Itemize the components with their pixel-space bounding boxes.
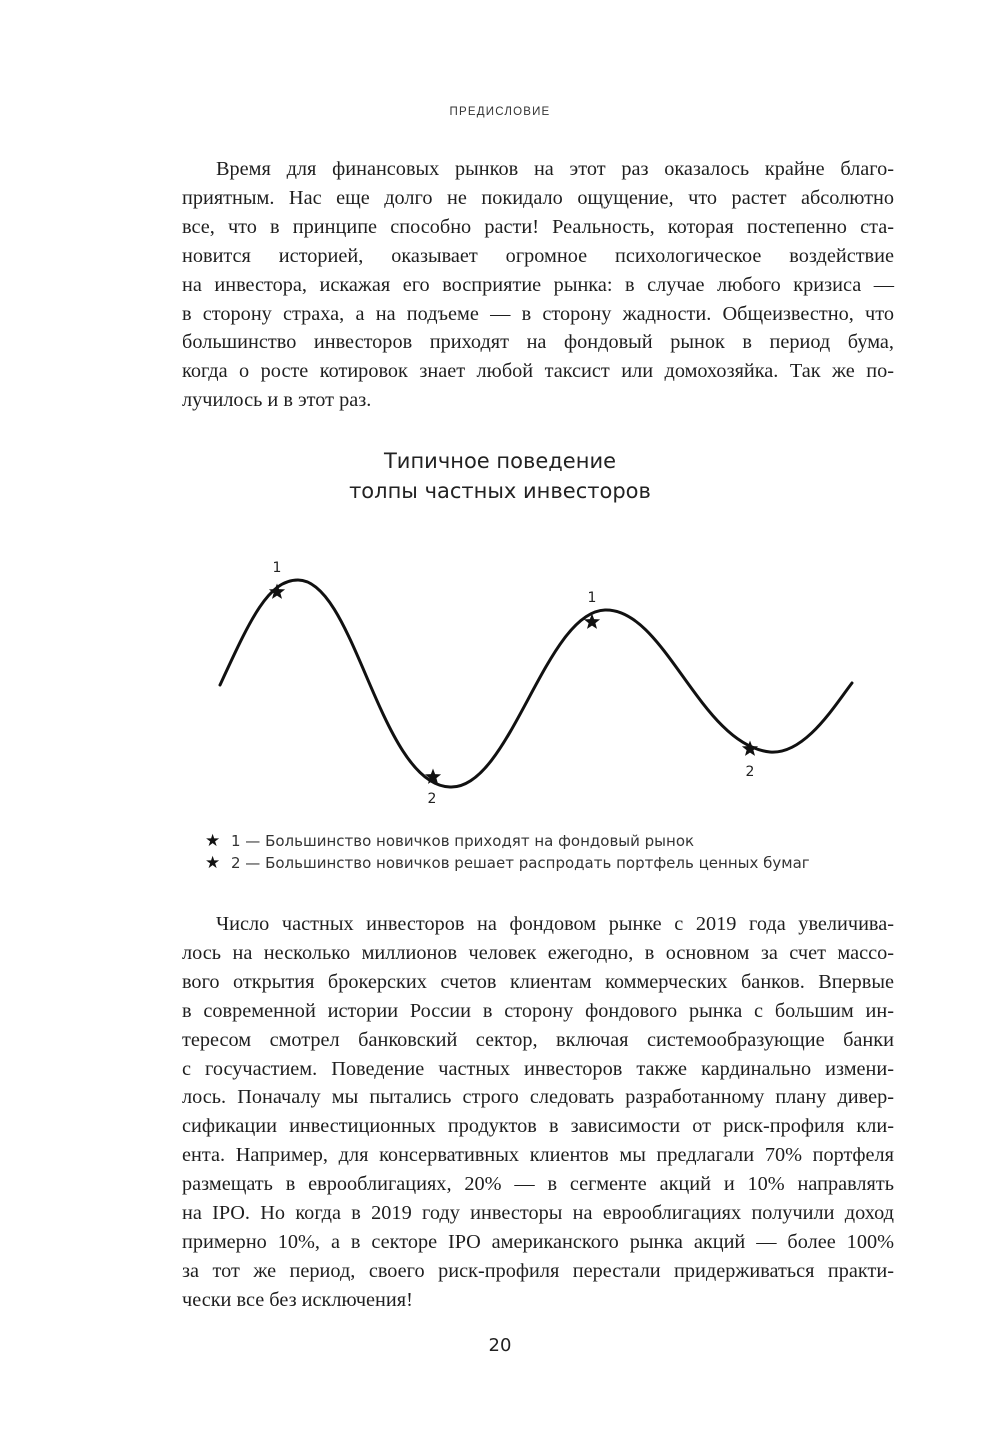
- text-line: вого открытия брокерских счетов клиентам коммерческих банков. Впервые: [182, 970, 894, 993]
- legend-text: 2 — Большинство новичков решает распродать портфель ценных бумаг: [231, 854, 810, 872]
- text-line: лось на несколько миллионов человек ежегодно, в основном за счет массо-: [182, 941, 894, 964]
- page-number: 20: [488, 1335, 512, 1356]
- legend-text: 1 — Большинство новичков приходят на фондовый рынок: [231, 832, 695, 850]
- star-icon: ★: [205, 831, 221, 851]
- legend-item: [205, 852, 810, 874]
- chart-legend: [205, 830, 810, 874]
- text-line: за тот же период, своего риск-профиля перестали придерживаться практи-: [182, 1259, 894, 1282]
- text-line: лось. Поначалу мы пытались строго следовать разработанному плану дивер-: [182, 1086, 894, 1109]
- text-line: лучилось и в этот раз.: [182, 389, 372, 412]
- text-line: все, что в принципе способно расти! Реальность, которая постепенно ста-: [182, 215, 894, 238]
- wave-curve: [220, 580, 852, 787]
- chart-title: [0, 446, 1000, 506]
- text-line: примерно 10%, а в секторе IPO американского рынка акций — более 100%: [182, 1230, 894, 1253]
- text-line: в сторону страха, а на подъеме — в сторону жадности. Общеизвестно, что: [182, 302, 894, 325]
- text-line: на инвестора, искажая его восприятие рынка: в случае любого кризиса —: [182, 273, 894, 296]
- text-line: когда о росте котировок знает любой таксист или домохозяйка. Так же по-: [182, 360, 894, 383]
- chart-title-line-1: Типичное поведение: [383, 449, 617, 473]
- investor-behavior-wave-chart: [0, 540, 1000, 815]
- text-line: тересом смотрел банковский сектор, включая системообразующие банки: [182, 1028, 894, 1051]
- legend-item: [205, 830, 810, 852]
- text-line: на IPO. Но когда в 2019 году инвесторы на еврооблигациях получили доход: [182, 1202, 894, 1225]
- chart-title-line-2: толпы частных инвесторов: [349, 479, 651, 503]
- text-line: Время для финансовых рынков на этот раз оказалось крайне благо-: [216, 158, 894, 180]
- point-label: 2: [745, 764, 755, 780]
- running-head: ПРЕДИСЛОВИЕ: [449, 106, 551, 118]
- text-line: большинство инвесторов приходят на фондовый рынок в период бума,: [182, 331, 894, 354]
- text-line: размещать в еврооблигациях, 20% — в сегменте акций и 10% направлять: [182, 1173, 894, 1196]
- text-line: в современной истории России в сторону фондового рынка с большим ин-: [182, 999, 894, 1022]
- text-line: Число частных инвесторов на фондовом рынке с 2019 года увеличива-: [216, 913, 894, 935]
- paragraph-main: [182, 910, 894, 1315]
- point-label: 2: [427, 791, 437, 807]
- text-line: ента. Например, для консервативных клиентов мы предлагали 70% портфеля: [182, 1144, 894, 1167]
- text-line: чески все без исключения!: [182, 1288, 413, 1311]
- text-line: сификации инвестиционных продуктов в зависимости от риск-профиля кли-: [182, 1115, 894, 1138]
- point-label: 1: [272, 560, 282, 576]
- text-line: приятным. Нас еще долго не покидало ощущение, что растет абсолютно: [182, 186, 894, 209]
- paragraph-intro: [182, 155, 894, 415]
- star-icon: ★: [205, 853, 221, 873]
- text-line: с госучастием. Поведение частных инвесторов также кардинально измени-: [182, 1057, 894, 1080]
- point-label: 1: [587, 590, 597, 606]
- text-line: новится историей, оказывает огромное психологическое воздействие: [182, 244, 894, 267]
